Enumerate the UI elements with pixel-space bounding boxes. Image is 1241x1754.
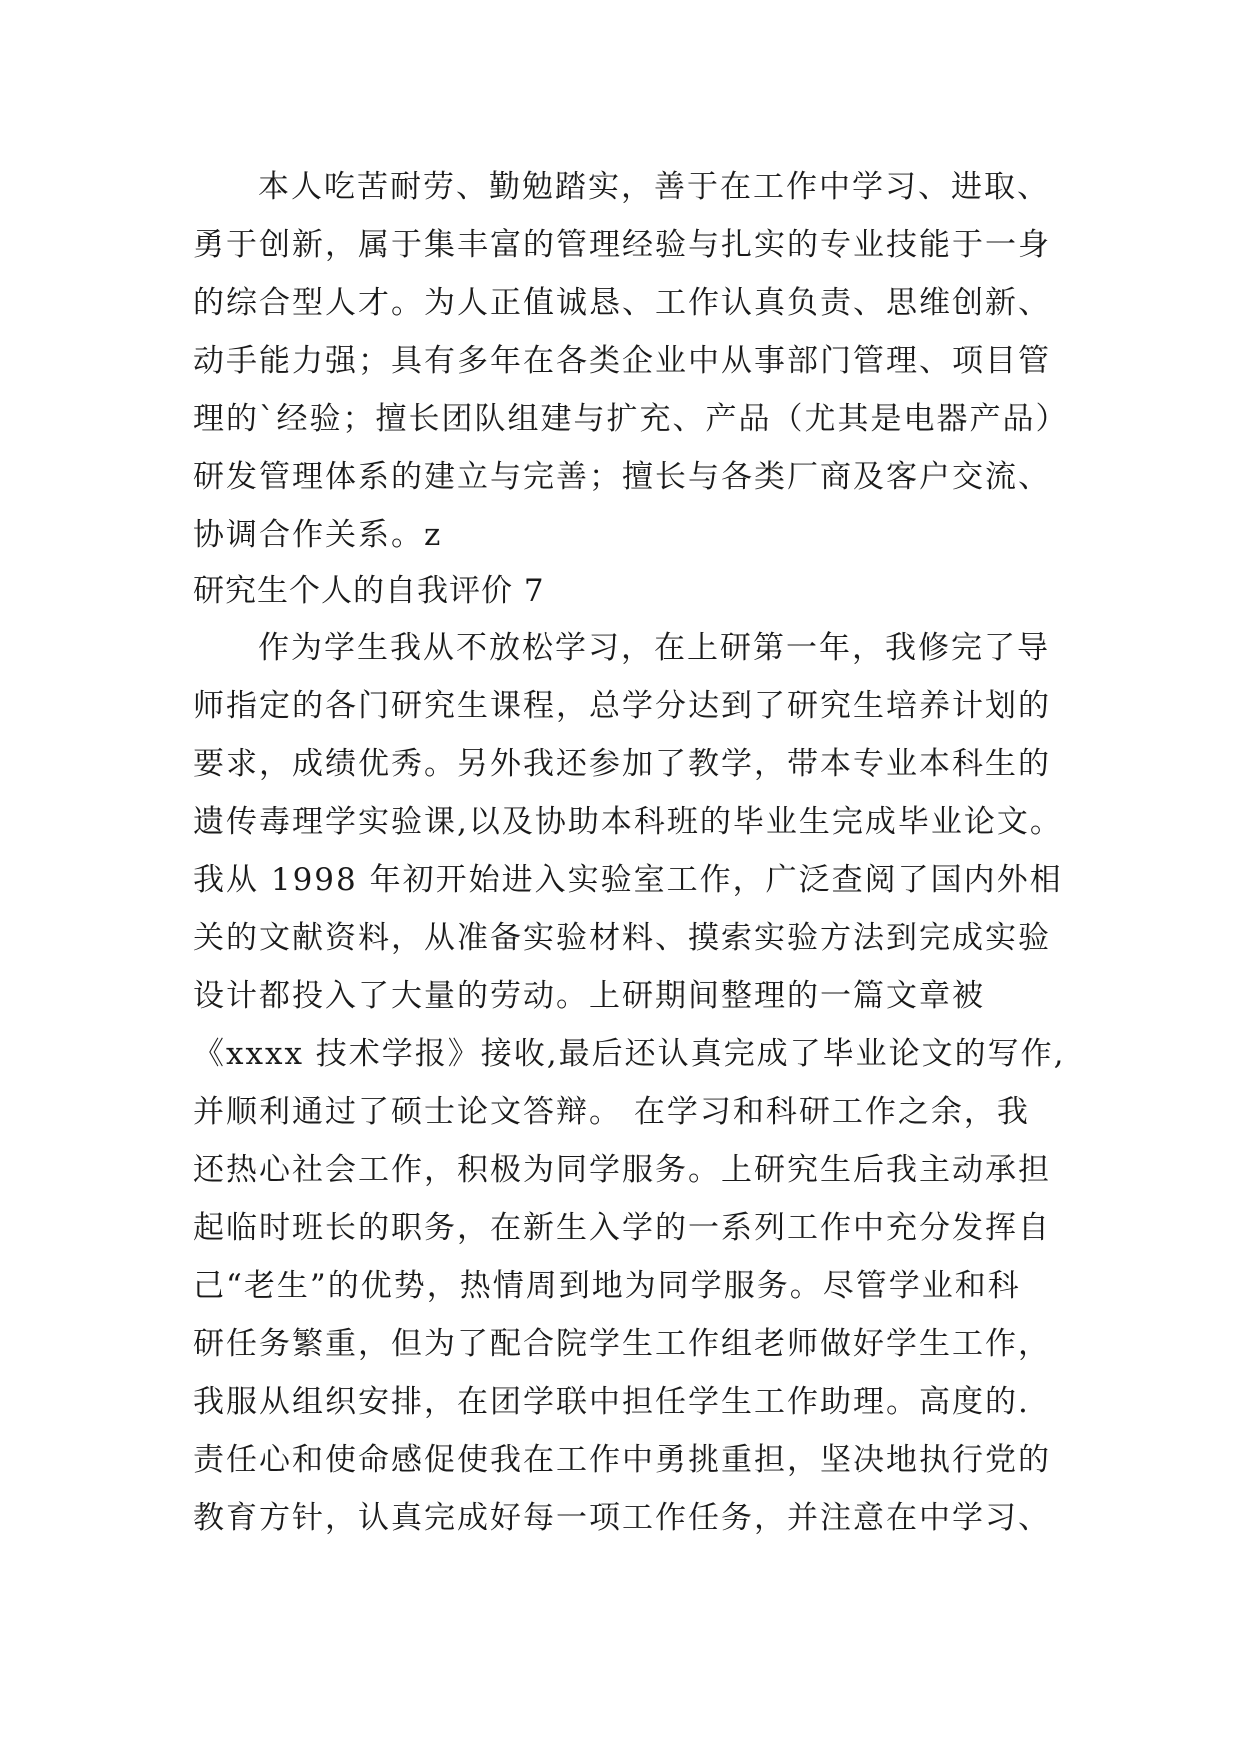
- paragraph-1-line-3: 的综合型人才。为人正值诚恳、工作认真负责、思维创新、: [193, 285, 1051, 321]
- paragraph-2-line-11: 起临时班长的职务，在新生入学的一系列工作中充分发挥自: [193, 1210, 1051, 1246]
- paragraph-2-line-15: 责任心和使命感促使我在工作中勇挑重担，坚决地执行党的: [193, 1442, 1051, 1478]
- paragraph-2-line-2: 师指定的各门研究生课程，总学分达到了研究生培养计划的: [193, 688, 1051, 724]
- paragraph-1-line-6: 研发管理体系的建立与完善；擅长与各类厂商及客户交流、: [193, 459, 1051, 495]
- section-heading: 研究生个人的自我评价 7: [193, 573, 545, 609]
- paragraph-2-line-8: 《xxxx 技术学报》接收,最后还认真完成了毕业论文的写作,: [193, 1036, 1066, 1072]
- paragraph-2-line-7: 设计都投入了大量的劳动。上研期间整理的一篇文章被: [193, 978, 985, 1014]
- paragraph-2-line-10: 还热心社会工作，积极为同学服务。上研究生后我主动承担: [193, 1152, 1051, 1188]
- paragraph-2-line-3: 要求，成绩优秀。另外我还参加了教学，带本专业本科生的: [193, 746, 1051, 782]
- paragraph-2-line-13: 研任务繁重，但为了配合院学生工作组老师做好学生工作，: [193, 1326, 1051, 1362]
- paragraph-2-line-14: 我服从组织安排，在团学联中担任学生工作助理。高度的.: [193, 1384, 1030, 1420]
- paragraph-2-line-16: 教育方针，认真完成好每一项工作任务，并注意在中学习、: [193, 1500, 1051, 1536]
- paragraph-1-line-4: 动手能力强；具有多年在各类企业中从事部门管理、项目管: [193, 343, 1051, 379]
- paragraph-2-line-5: 我从 1998 年初开始进入实验室工作，广泛查阅了国内外相: [193, 862, 1063, 898]
- paragraph-1-line-5: 理的`经验；擅长团队组建与扩充、产品（尤其是电器产品）: [193, 401, 1069, 437]
- paragraph-2-line-12: 己“老生”的优势，热情周到地为同学服务。尽管学业和科: [193, 1268, 1021, 1304]
- paragraph-2-line-9: 并顺利通过了硕士论文答辩。 在学习和科研工作之余，我: [193, 1094, 1030, 1130]
- paragraph-1-line-1: 本人吃苦耐劳、勤勉踏实，善于在工作中学习、进取、: [258, 169, 1050, 205]
- paragraph-2-line-4: 遗传毒理学实验课,以及协助本科班的毕业生完成毕业论文。: [193, 804, 1063, 840]
- paragraph-1-line-7: 协调合作关系。z: [193, 517, 443, 553]
- paragraph-1-line-2: 勇于创新，属于集丰富的管理经验与扎实的专业技能于一身: [193, 227, 1051, 263]
- paragraph-2-line-6: 关的文献资料，从准备实验材料、摸索实验方法到完成实验: [193, 920, 1051, 956]
- paragraph-2-line-1: 作为学生我从不放松学习，在上研第一年，我修完了导: [258, 630, 1050, 666]
